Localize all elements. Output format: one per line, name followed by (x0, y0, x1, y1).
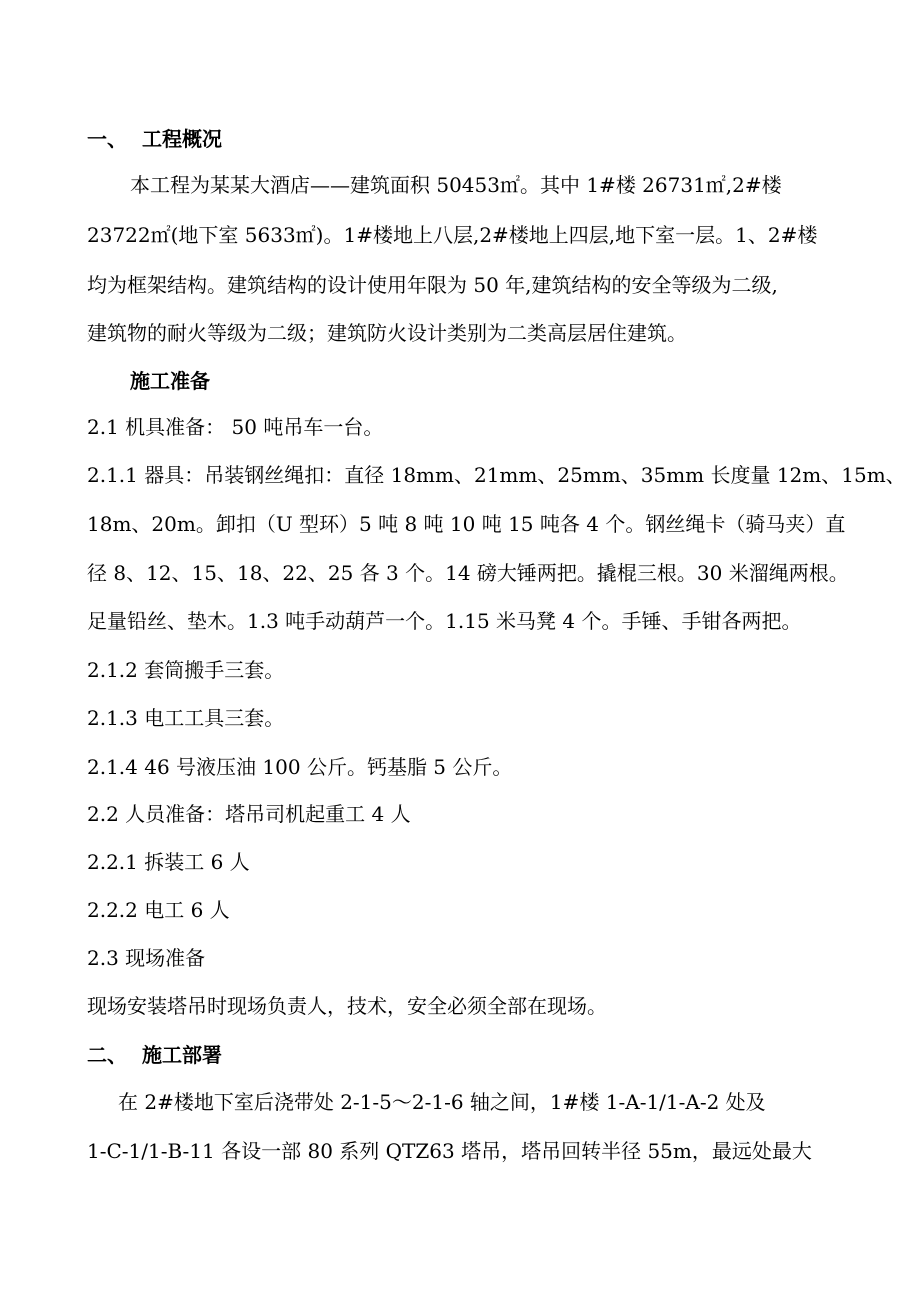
section-1-para-line-1: 本工程为某某大酒店——建筑面积 50453㎡。其中 1#楼 26731㎡,2#楼 (130, 173, 782, 197)
section-1-title: 工程概况 (142, 127, 222, 151)
prep-line-2-1-1-c: 径 8、12、15、18、22、25 各 3 个。14 磅大锤两把。撬棍三根。30 米溜绳两根。 (87, 561, 849, 585)
prep-line-2-1: 2.1 机具准备： 50 吨吊车一台。 (87, 415, 384, 439)
section-2-para-line-2: 1-C-1/1-B-11 各设一部 80 系列 QTZ63 塔吊，塔吊回转半径 55m，最远处最大 (87, 1139, 812, 1163)
section-2-title: 施工部署 (142, 1043, 222, 1067)
prep-line-site: 现场安装塔吊时现场负责人，技术，安全必须全部在现场。 (87, 994, 607, 1018)
section-2-para-line-1: 在 2#楼地下室后浇带处 2-1-5～2-1-6 轴之间，1#楼 1-A-1/1-A-2 处及 (118, 1090, 766, 1114)
section-1-para-line-2: 23722㎡(地下室 5633㎡)。1#楼地上八层,2#楼地上四层,地下室一层。1、2#楼 (87, 223, 818, 247)
prep-line-2-1-2: 2.1.2 套筒搬手三套。 (87, 658, 285, 682)
prep-line-2-1-3: 2.1.3 电工工具三套。 (87, 706, 285, 730)
section-1-number: 一、 (87, 127, 127, 151)
section-2-number: 二、 (87, 1043, 127, 1067)
prep-line-2-1-1-a: 2.1.1 器具：吊装钢丝绳扣：直径 18mm、21mm、25mm、35mm 长度量 12m、15m、 (87, 463, 906, 487)
prep-line-2-1-4: 2.1.4 46 号液压油 100 公斤。钙基脂 5 公斤。 (87, 755, 513, 779)
section-1-para-line-3: 均为框架结构。建筑结构的设计使用年限为 50 年,建筑结构的安全等级为二级, (87, 273, 778, 297)
prep-line-2-2-2: 2.2.2 电工 6 人 (87, 898, 230, 922)
prep-title: 施工准备 (130, 369, 210, 393)
prep-line-2-2-1: 2.2.1 拆装工 6 人 (87, 850, 250, 874)
prep-line-2-3: 2.3 现场准备 (87, 946, 206, 970)
prep-line-2-1-1-b: 18m、20m。卸扣（U 型环）5 吨 8 吨 10 吨 15 吨各 4 个。钢丝绳卡（骑马夹）直 (87, 512, 846, 536)
prep-line-2-1-1-d: 足量铅丝、垫木。1.3 吨手动葫芦一个。1.15 米马凳 4 个。手锤、手钳各两把。 (87, 609, 802, 633)
section-1-para-line-4: 建筑物的耐火等级为二级；建筑防火设计类别为二类高层居住建筑。 (87, 321, 687, 345)
prep-line-2-2: 2.2 人员准备：塔吊司机起重工 4 人 (87, 802, 411, 826)
